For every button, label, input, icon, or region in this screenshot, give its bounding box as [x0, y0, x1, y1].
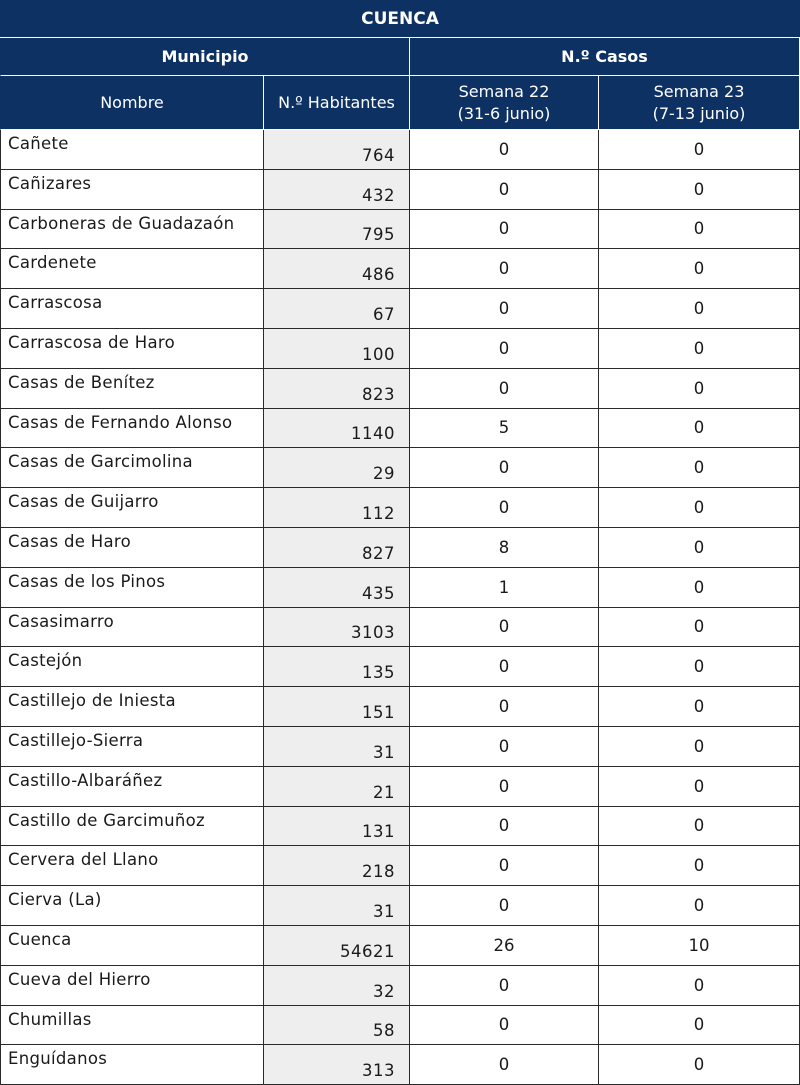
municipio-name: Castillo de Garcimuñoz: [8, 810, 205, 830]
semana23-value: 0: [693, 697, 705, 717]
semana22-value: 0: [498, 697, 510, 717]
semana23-cell: [599, 329, 800, 369]
municipio-name: Casas de Haro: [8, 532, 131, 551]
table-row: [0, 528, 800, 568]
table-row: [0, 926, 800, 966]
nombre-cell: [0, 329, 264, 369]
habitantes-value: 823: [362, 384, 395, 404]
nombre-cell: [0, 687, 264, 727]
habitantes-cell: [264, 807, 410, 847]
semana22-value: 1: [498, 577, 510, 597]
semana23-cell: [599, 807, 800, 847]
semana23-value: 0: [693, 736, 705, 756]
municipio-name: Casas de Guijarro: [8, 492, 159, 512]
table-row: [0, 568, 800, 608]
semana23-cell: [599, 1045, 800, 1085]
semana22-cell: [410, 608, 599, 648]
column-header-row: [0, 76, 800, 130]
semana23-cell: [599, 1006, 800, 1046]
municipio-name: Castillo-Albaráñez: [8, 770, 163, 790]
semana22-cell: [410, 210, 599, 250]
semana23-value: 0: [693, 458, 705, 478]
habitantes-cell: [264, 210, 410, 250]
habitantes-value: 1140: [351, 424, 395, 444]
habitantes-value: 432: [362, 185, 395, 205]
semana22-value: 0: [498, 219, 510, 239]
table-row: [0, 1006, 800, 1046]
semana23-dates: (7-13 junio): [652, 103, 746, 123]
semana23-value: 0: [693, 498, 705, 518]
semana22-cell: [410, 329, 599, 369]
habitantes-cell: [264, 289, 410, 329]
habitantes-value: 21: [373, 782, 395, 802]
semana22-value: 0: [498, 299, 510, 319]
habitantes-value: 31: [373, 742, 395, 762]
semana22-value: 0: [498, 816, 510, 836]
habitantes-value: 31: [373, 901, 395, 921]
semana23-value: 0: [693, 378, 705, 398]
nombre-cell: [0, 369, 264, 409]
semana22-cell: [410, 647, 599, 687]
table-row: [0, 329, 800, 369]
habitantes-value: 58: [373, 1021, 395, 1041]
semana22-cell: [410, 528, 599, 568]
municipio-name: Casas de Benítez: [8, 372, 155, 392]
semana22-value: 0: [498, 139, 510, 159]
table-row: [0, 767, 800, 807]
semana23-value: 0: [693, 776, 705, 796]
semana23-cell: [599, 687, 800, 727]
municipio-name: Casasimarro: [8, 611, 115, 631]
nombre-cell: [0, 767, 264, 807]
table-row: [0, 846, 800, 886]
municipio-name: Cardenete: [8, 253, 97, 273]
municipio-name: Cierva (La): [8, 890, 102, 910]
nombre-cell: [0, 249, 264, 289]
semana23-column-header: [599, 76, 800, 130]
nombre-cell: [0, 289, 264, 329]
semana23-value: 0: [693, 139, 705, 159]
municipio-name: Casas de Fernando Alonso: [8, 412, 233, 432]
habitantes-cell: [264, 1045, 410, 1085]
municipio-name: Enguídanos: [8, 1049, 108, 1069]
habitantes-cell: [264, 409, 410, 449]
nombre-cell: [0, 647, 264, 687]
semana22-cell: [410, 568, 599, 608]
habitantes-cell: [264, 488, 410, 528]
semana23-cell: [599, 289, 800, 329]
nombre-cell: [0, 846, 264, 886]
nombre-cell: [0, 488, 264, 528]
semana22-cell: [410, 130, 599, 170]
semana23-value: 0: [693, 1055, 705, 1075]
municipio-group-header: Municipio: [0, 38, 410, 76]
nombre-cell: [0, 170, 264, 210]
municipio-name: Cueva del Hierro: [8, 969, 151, 989]
table-row: [0, 289, 800, 329]
table-row: [0, 170, 800, 210]
table-row: [0, 807, 800, 847]
municipio-name: Cuenca: [8, 930, 72, 949]
semana23-cell: [599, 727, 800, 767]
habitantes-value: 131: [362, 822, 395, 842]
semana23-value: 0: [693, 219, 705, 239]
semana22-cell: [410, 807, 599, 847]
semana22-value: 0: [498, 736, 510, 756]
habitantes-value: 32: [373, 981, 395, 1001]
nombre-cell: [0, 608, 264, 648]
casos-group-header: N.º Casos: [410, 38, 800, 76]
semana22-value: 0: [498, 856, 510, 876]
semana23-cell: [599, 130, 800, 170]
semana23-value: 0: [693, 418, 705, 438]
semana22-cell: [410, 289, 599, 329]
semana22-value: 0: [498, 975, 510, 995]
municipio-name: Chumillas: [8, 1009, 92, 1029]
nombre-column-header: Nombre: [0, 76, 264, 130]
habitantes-value: 218: [362, 862, 395, 882]
habitantes-cell: [264, 687, 410, 727]
semana23-cell: [599, 369, 800, 409]
semana22-label: Semana 22: [458, 81, 550, 101]
habitantes-value: 54621: [340, 941, 395, 961]
semana23-cell: [599, 249, 800, 289]
habitantes-value: 29: [373, 464, 395, 484]
table-row: [0, 727, 800, 767]
table-row: [0, 608, 800, 648]
municipio-name: Castejón: [8, 651, 83, 671]
semana22-cell: [410, 687, 599, 727]
nombre-cell: [0, 727, 264, 767]
semana23-value: 0: [693, 338, 705, 358]
semana23-value: 0: [693, 1015, 705, 1035]
habitantes-value: 151: [362, 702, 395, 722]
nombre-cell: [0, 448, 264, 488]
semana23-cell: [599, 608, 800, 648]
table-row: [0, 369, 800, 409]
nombre-cell: [0, 409, 264, 449]
nombre-cell: [0, 966, 264, 1006]
semana22-cell: [410, 488, 599, 528]
table-row: [0, 647, 800, 687]
semana22-value: 0: [498, 776, 510, 796]
semana22-value: 0: [498, 657, 510, 677]
semana22-cell: [410, 1006, 599, 1046]
semana23-cell: [599, 846, 800, 886]
habitantes-value: 827: [362, 543, 395, 563]
habitantes-value: 764: [362, 145, 395, 165]
nombre-cell: [0, 1006, 264, 1046]
table-row: [0, 409, 800, 449]
semana23-value: 10: [688, 935, 710, 955]
habitantes-cell: [264, 647, 410, 687]
semana23-cell: [599, 170, 800, 210]
nombre-cell: [0, 568, 264, 608]
semana22-cell: [410, 1045, 599, 1085]
semana23-value: 0: [693, 577, 705, 597]
semana23-cell: [599, 409, 800, 449]
municipio-name: Casas de los Pinos: [8, 571, 166, 591]
semana23-value: 0: [693, 816, 705, 836]
municipio-name: Carboneras de Guadazaón: [8, 213, 235, 233]
semana23-value: 0: [693, 975, 705, 995]
habitantes-value: 313: [362, 1061, 395, 1081]
habitantes-cell: [264, 369, 410, 409]
habitantes-value: 135: [362, 663, 395, 683]
habitantes-value: 67: [373, 304, 395, 324]
semana22-value: 0: [498, 378, 510, 398]
semana23-cell: [599, 568, 800, 608]
semana22-value: 0: [498, 179, 510, 199]
habitantes-cell: [264, 966, 410, 1006]
habitantes-cell: [264, 329, 410, 369]
semana23-cell: [599, 448, 800, 488]
semana22-value: 0: [498, 1015, 510, 1035]
semana23-cell: [599, 966, 800, 1006]
semana23-value: 0: [693, 299, 705, 319]
semana22-value: 0: [498, 896, 510, 916]
habitantes-cell: [264, 568, 410, 608]
habitantes-cell: [264, 1006, 410, 1046]
semana22-column-header: [410, 76, 599, 130]
semana22-cell: [410, 170, 599, 210]
table-row: [0, 448, 800, 488]
province-title: CUENCA: [0, 0, 800, 38]
habitantes-cell: [264, 170, 410, 210]
municipio-name: Cañizares: [8, 173, 92, 193]
semana22-value: 0: [498, 617, 510, 637]
semana22-cell: [410, 846, 599, 886]
semana22-value: 0: [498, 338, 510, 358]
group-header-row: [0, 38, 800, 76]
table-row: [0, 1045, 800, 1085]
semana23-label: Semana 23: [653, 81, 745, 101]
municipio-name: Castillejo-Sierra: [8, 731, 144, 750]
habitantes-cell: [264, 727, 410, 767]
semana23-value: 0: [693, 179, 705, 199]
habitantes-cell: [264, 886, 410, 926]
municipio-name: Castillejo de Iniesta: [8, 691, 176, 711]
nombre-cell: [0, 210, 264, 250]
habitantes-cell: [264, 249, 410, 289]
semana22-cell: [410, 926, 599, 966]
semana23-cell: [599, 886, 800, 926]
municipio-name: Cervera del Llano: [8, 850, 159, 870]
table-row: [0, 130, 800, 170]
semana23-value: 0: [693, 896, 705, 916]
semana22-value: 0: [498, 498, 510, 518]
table-row: [0, 488, 800, 528]
habitantes-cell: [264, 130, 410, 170]
nombre-cell: [0, 926, 264, 966]
habitantes-cell: [264, 926, 410, 966]
semana22-cell: [410, 249, 599, 289]
municipio-name: Casas de Garcimolina: [8, 452, 193, 472]
table-row: [0, 249, 800, 289]
nombre-cell: [0, 807, 264, 847]
semana22-cell: [410, 727, 599, 767]
semana23-cell: [599, 528, 800, 568]
nombre-cell: [0, 1045, 264, 1085]
semana23-value: 0: [693, 856, 705, 876]
nombre-cell: [0, 130, 264, 170]
semana22-value: 0: [498, 259, 510, 279]
habitantes-value: 486: [362, 265, 395, 285]
nombre-cell: [0, 528, 264, 568]
semana23-cell: [599, 767, 800, 807]
semana22-value: 5: [498, 418, 510, 438]
table-row: [0, 687, 800, 727]
semana22-cell: [410, 369, 599, 409]
semana23-value: 0: [693, 537, 705, 557]
semana23-value: 0: [693, 657, 705, 677]
table-row: [0, 886, 800, 926]
habitantes-value: 795: [362, 225, 395, 245]
semana22-cell: [410, 966, 599, 1006]
semana23-cell: [599, 210, 800, 250]
semana22-cell: [410, 409, 599, 449]
habitantes-cell: [264, 767, 410, 807]
semana22-cell: [410, 886, 599, 926]
habitantes-cell: [264, 608, 410, 648]
semana22-dates: (31-6 junio): [457, 103, 551, 123]
semana22-value: 0: [498, 458, 510, 478]
semana23-cell: [599, 647, 800, 687]
table-row: [0, 210, 800, 250]
municipio-name: Cañete: [8, 134, 69, 153]
municipio-name: Carrascosa de Haro: [8, 333, 176, 352]
semana22-cell: [410, 448, 599, 488]
semana23-value: 0: [693, 259, 705, 279]
nombre-cell: [0, 886, 264, 926]
semana23-cell: [599, 926, 800, 966]
municipio-name: Carrascosa: [8, 293, 103, 313]
habitantes-cell: [264, 846, 410, 886]
semana23-cell: [599, 488, 800, 528]
table-title-row: [0, 0, 800, 38]
habitantes-value: 112: [362, 503, 395, 523]
table-row: [0, 966, 800, 1006]
habitantes-value: 435: [362, 583, 395, 603]
habitantes-value: 100: [362, 344, 395, 364]
semana22-value: 8: [498, 537, 510, 557]
semana22-value: 26: [493, 935, 515, 955]
habitantes-cell: [264, 528, 410, 568]
semana23-value: 0: [693, 617, 705, 637]
semana22-cell: [410, 767, 599, 807]
habitantes-column-header: N.º Habitantes: [264, 76, 410, 130]
habitantes-cell: [264, 448, 410, 488]
habitantes-value: 3103: [351, 623, 395, 643]
semana22-value: 0: [498, 1055, 510, 1075]
